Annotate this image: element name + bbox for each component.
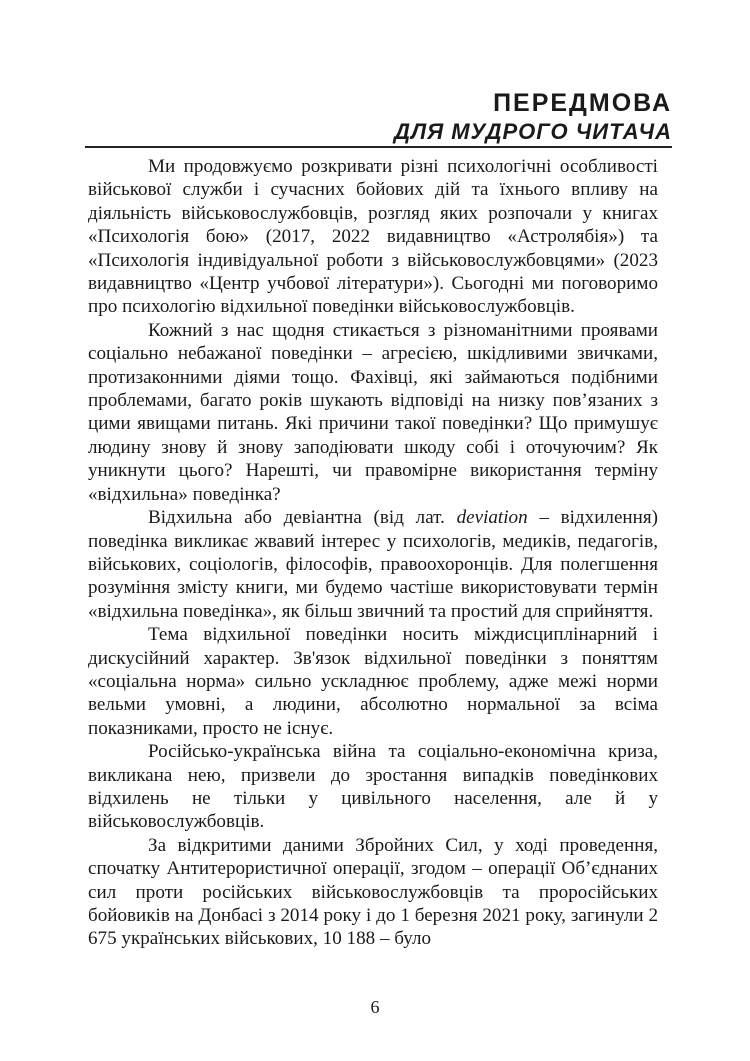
- paragraph-6: За відкритими даними Збройних Сил, у ході проведення, спочатку Антитерористичної операції, згодом – операції Об’єднаних сил проти російських військовослужбовців та проросійських бойовиків на Донбасі з 2014 року і до 1 березня 2021 року, загинули 2 675 українських військових, 10 188 – було: [88, 834, 658, 950]
- page-heading: [394, 88, 672, 145]
- paragraph-2: Кожний з нас щодня стикається з різноманітними проявами соціально небажаної поведінки – агресією, шкідливими звичками, протизаконними діями тощо. Фахівці, які займаються подібними проблемами, багато років шукають відповіді на низку пов’язаних з цими явищами питань. Які причини такої поведінки? Що примушує людину знову й знову заподіювати шкоду собі і оточуючим? Як уникнути цього? Нарешті, чи правомірне використання терміну «відхильна» поведінка?: [88, 319, 658, 505]
- paragraph-5: Російсько-українська війна та соціально-економічна криза, викликана нею, призвели до зростання випадків поведінкових відхилень не тільки у цивільного населення, але й у військовослужбовців.: [88, 741, 658, 833]
- paragraph-3-end: – відхилення) поведінка викликає жвавий інтерес у психологів, медиків, педагогів, військових, соціологів, філософів, правоохоронців. Для полегшення розуміння змісту книги, ми будемо частіше використовувати термін «відхильна поведінка», як більш звичний та простий для сприйняття.: [88, 507, 658, 622]
- paragraph-3-start: Відхильна або девіантна (від лат.: [148, 507, 457, 529]
- paragraph-1: Ми продовжуємо розкривати різні психологічні особливості військової служби і сучасних бойових дій та їхнього впливу на діяльність військовослужбовців, розгляд яких розпочали у книгах «Психологія бою» (2017, 2022 видавництво «Астролябія») та «Психологія індивідуальної роботи з військовослужбовцями» (2023 видавництво «Центр учбової літератури»). Сьогодні ми поговоримо про психологію відхильної поведінки військовослужбовців.: [88, 156, 658, 318]
- heading-subtitle: ДЛЯ МУДРОГО ЧИТАЧА: [394, 119, 672, 144]
- latin-term: deviation: [456, 507, 528, 529]
- paragraph-4: Тема відхильної поведінки носить міждисциплінарний і дискусійний характер. Зв'язок відхильної поведінки з поняттям «соціальна норма» сильно ускладнює проблему, адже межі норми вельми умовні, а людини, абсолютно нормальної за всіма показниками, просто не існує.: [88, 624, 658, 739]
- heading-rule: [85, 146, 672, 148]
- page-number: 6: [370, 997, 380, 1017]
- body-text: [88, 155, 658, 951]
- paragraph-3: [88, 506, 658, 623]
- heading-title: ПЕРЕДМОВА: [493, 89, 672, 117]
